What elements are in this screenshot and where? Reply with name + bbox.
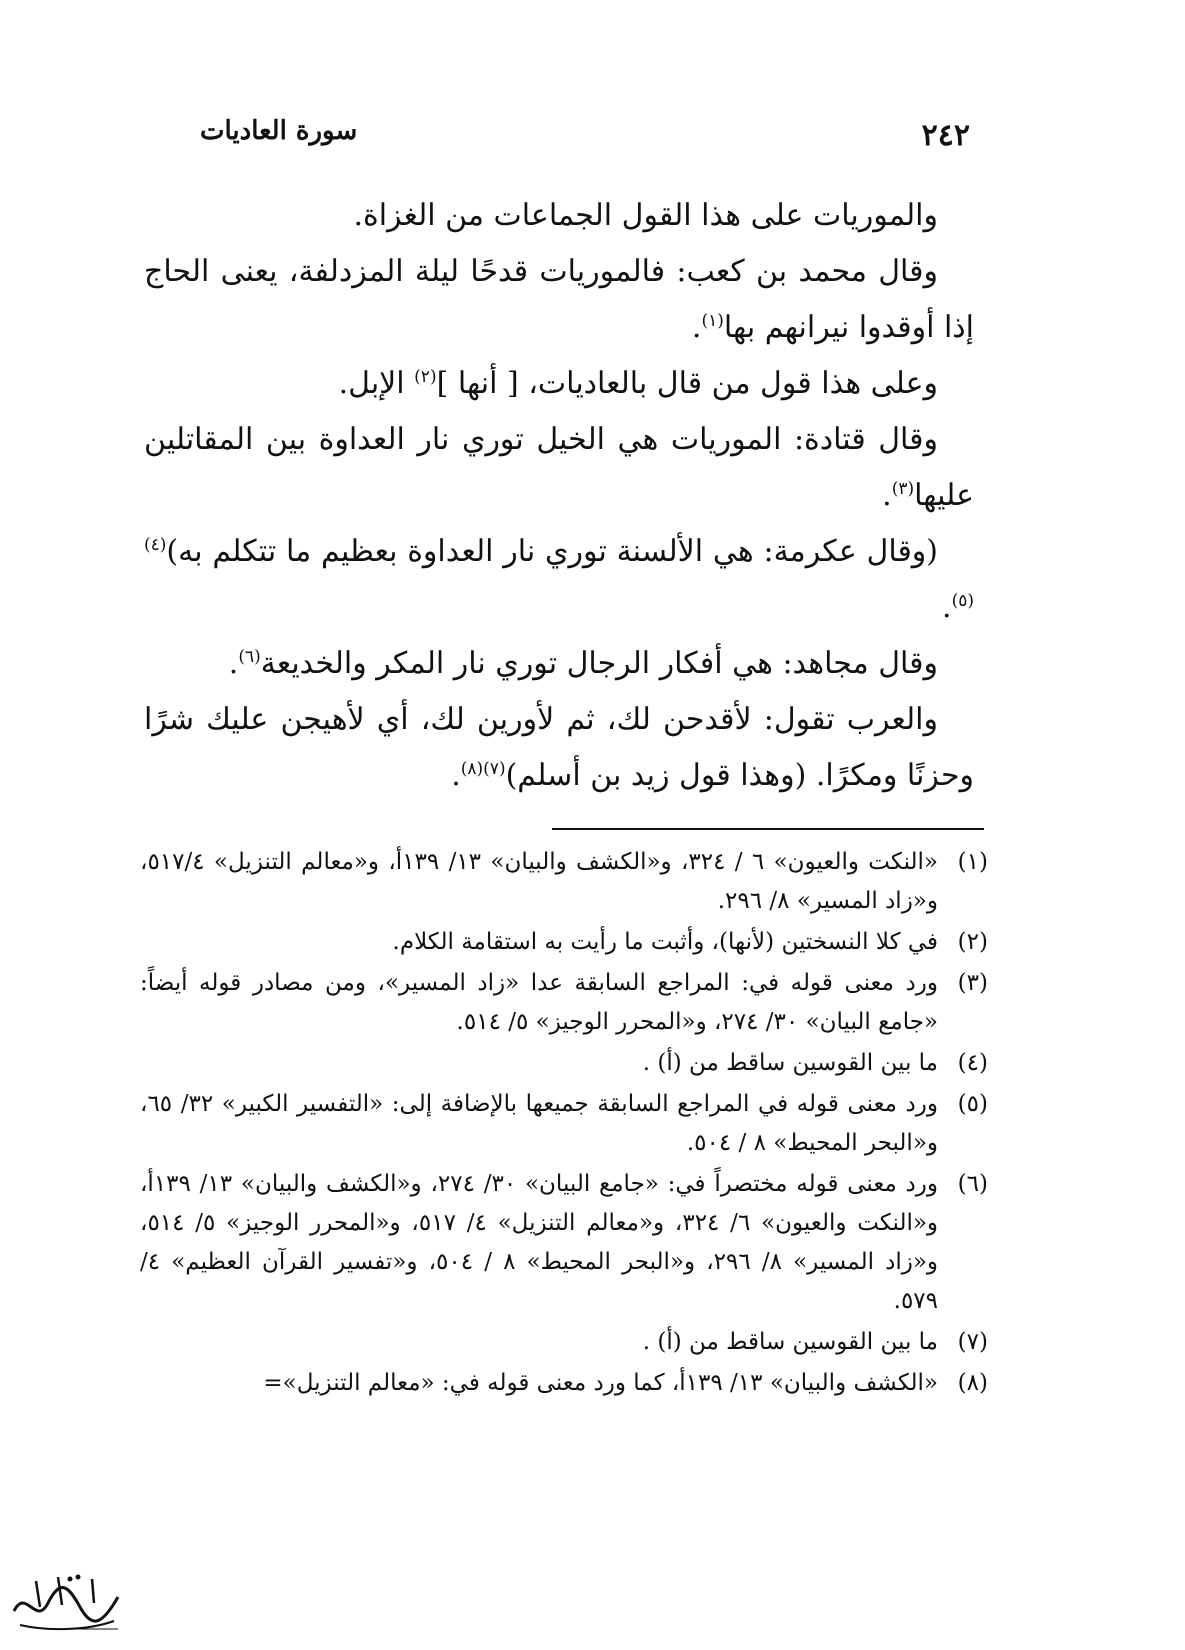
paragraph: والموريات على هذا القول الجماعات من الغزاة. bbox=[353, 198, 938, 233]
page-number: ٢٤٢ bbox=[921, 118, 970, 153]
footnote-number: (٤) bbox=[957, 1050, 988, 1076]
footnote-text: ورد معنى قوله مختصراً في: «جامع البيان» ٣٠/ ٢٧٤، و«الكشف والبيان» ١٣/ ١٣٩أ، و«النكت والعيون» ٦/ ٣٢٤، و«معالم التنزيل» ٤/ ٥١٧، و«المحرر الوجيز» ٥/ ٥١٤، و«زاد المسير» ٨/ ٢٩٦، و«البحر المحيط» ٨ / ٥٠٤، و«تفسير القرآن العظيم» ٤/ ٥٧٩. bbox=[140, 1171, 939, 1314]
paragraph: (وقال عكرمة: هي الألسنة توري نار العداوة بعظيم ما تتكلم به)$^{(٤)(٥)}$. bbox=[144, 534, 974, 625]
footnote bbox=[140, 843, 988, 921]
footnote bbox=[140, 964, 988, 1042]
footnote-text: ما بين القوسين ساقط من (أ) . bbox=[642, 1329, 938, 1355]
footnote-number: (١) bbox=[957, 849, 988, 875]
footnote-ref: (٦) bbox=[238, 647, 261, 667]
footnote bbox=[140, 1165, 988, 1321]
footnote bbox=[140, 1364, 988, 1403]
footnote-ref: (٤)(٥) bbox=[144, 535, 974, 611]
footnote bbox=[140, 1323, 988, 1362]
paragraph: وقال محمد بن كعب: فالموريات قدحًا ليلة المزدلفة، يعنى الحاج إذا أوقدوا نيرانهم بها$^{(١)}$. bbox=[144, 254, 974, 345]
footnote-text: ورد معنى قوله في: المراجع السابقة عدا «زاد المسير»، ومن مصادر قوله أيضاً: «جامع البيان» ٣٠/ ٢٧٤، و«المحرر الوجيز» ٥/ ٥١٤. bbox=[140, 970, 938, 1035]
main-text bbox=[144, 188, 974, 804]
paragraph: والعرب تقول: لأقدحن لك، ثم لأورين لك، أي لأهيجن عليك شرًا وحزنًا ومكرًا. (وهذا قول زيد بن أسلم)$^{(٧)(٨)}$. bbox=[144, 702, 974, 793]
running-title: سورة العاديات bbox=[200, 116, 358, 146]
publisher-logo-icon bbox=[6, 1567, 126, 1639]
footnotes bbox=[140, 843, 988, 1405]
footnote bbox=[140, 1044, 988, 1083]
footnote-text: في كلا النسختين (لأنها)، وأثبت ما رأيت به استقامة الكلام. bbox=[392, 929, 938, 955]
footnote-number: (٦) bbox=[957, 1171, 988, 1197]
footnote-number: (٣) bbox=[957, 970, 988, 996]
page-header bbox=[200, 112, 970, 162]
footnote-text: «النكت والعيون» ٦ / ٣٢٤، و«الكشف والبيان» ١٣/ ١٣٩أ، و«معالم التنزيل» ٥١٧/٤، و«زاد المسير» ٨/ ٢٩٦. bbox=[140, 849, 938, 914]
footnote-ref: (٧)(٨) bbox=[460, 759, 506, 779]
paragraph: وعلى هذا قول من قال بالعاديات، [ أنها ]$^{(٢)}$ الإبل. bbox=[338, 366, 938, 401]
footnote-text: ورد معنى قوله في المراجع السابقة جميعها بالإضافة إلى: «التفسير الكبير» ٣٢/ ٦٥، و«البحر المحيط» ٨ / ٥٠٤. bbox=[140, 1091, 938, 1156]
footnote bbox=[140, 923, 988, 962]
footnote-ref: (٢) bbox=[414, 367, 437, 387]
footnote-number: (٧) bbox=[957, 1329, 988, 1355]
footnote-number: (٢) bbox=[957, 929, 988, 955]
footnote-number: (٥) bbox=[957, 1091, 988, 1117]
footnote-number: (٨) bbox=[957, 1370, 988, 1396]
footnote-ref: (٣) bbox=[891, 479, 915, 499]
footnote-ref: (١) bbox=[701, 311, 724, 331]
footnote bbox=[140, 1085, 988, 1163]
paragraph: وقال قتادة: الموريات هي الخيل توري نار العداوة بين المقاتلين عليها$^{(٣)}$. bbox=[144, 422, 974, 513]
footnote-separator bbox=[552, 828, 984, 830]
paragraph: وقال مجاهد: هي أفكار الرجال توري نار المكر والخديعة$^{(٦)}$. bbox=[228, 646, 938, 681]
footnote-text: «الكشف والبيان» ١٣/ ١٣٩أ، كما ورد معنى قوله في: «معالم التنزيل»= bbox=[263, 1370, 938, 1396]
footnote-text: ما بين القوسين ساقط من (أ) . bbox=[642, 1050, 938, 1076]
